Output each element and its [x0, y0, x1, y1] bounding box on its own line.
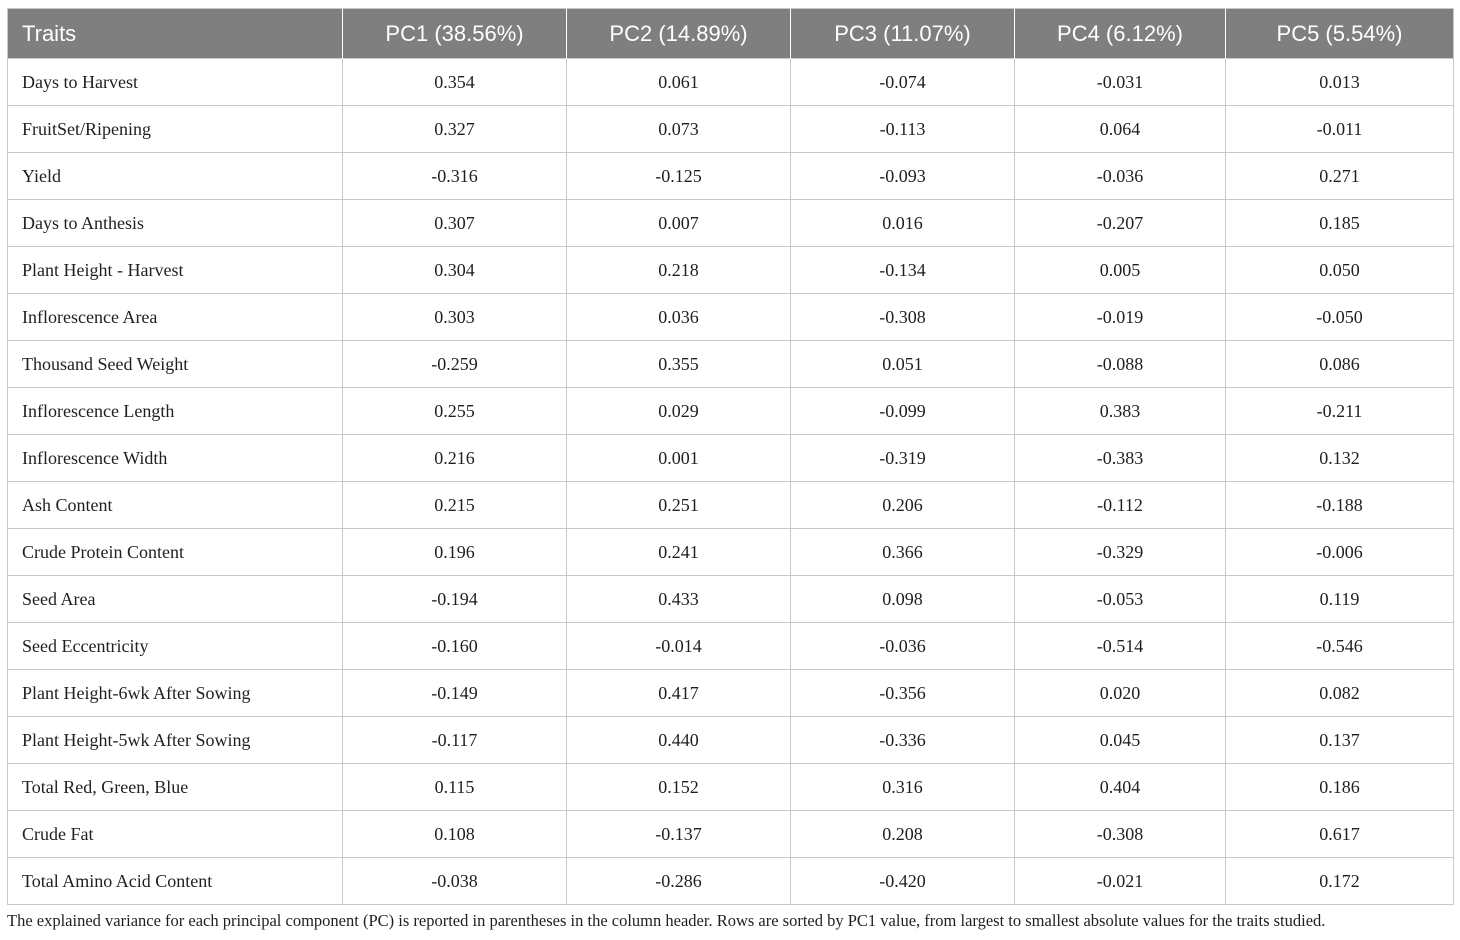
loading-value-cell-pc5: 0.119	[1226, 576, 1454, 623]
trait-name-cell: Total Amino Acid Content	[8, 858, 343, 905]
trait-name-cell: Total Red, Green, Blue	[8, 764, 343, 811]
loading-value-cell-pc1: 0.327	[343, 106, 567, 153]
loading-value-cell-pc5: 0.271	[1226, 153, 1454, 200]
loading-value-cell-pc1: -0.316	[343, 153, 567, 200]
loading-value-cell-pc4: -0.112	[1015, 482, 1226, 529]
loading-value-cell-pc4: -0.207	[1015, 200, 1226, 247]
loading-value-cell-pc1: 0.108	[343, 811, 567, 858]
trait-name-cell: FruitSet/Ripening	[8, 106, 343, 153]
loading-value-cell-pc1: -0.194	[343, 576, 567, 623]
trait-name-cell: Seed Area	[8, 576, 343, 623]
table-row	[8, 764, 1454, 811]
loading-value-cell-pc2: 0.355	[567, 341, 791, 388]
loading-value-cell-pc2: 0.073	[567, 106, 791, 153]
loading-value-cell-pc4: 0.005	[1015, 247, 1226, 294]
loading-value-cell-pc2: -0.125	[567, 153, 791, 200]
column-header-pc1: PC1 (38.56%)	[343, 9, 567, 59]
loading-value-cell-pc3: -0.113	[791, 106, 1015, 153]
loading-value-cell-pc1: -0.160	[343, 623, 567, 670]
loading-value-cell-pc5: 0.137	[1226, 717, 1454, 764]
loading-value-cell-pc1: 0.216	[343, 435, 567, 482]
table-row	[8, 811, 1454, 858]
loading-value-cell-pc2: -0.014	[567, 623, 791, 670]
table-row	[8, 482, 1454, 529]
loading-value-cell-pc4: -0.053	[1015, 576, 1226, 623]
loading-value-cell-pc3: -0.308	[791, 294, 1015, 341]
loading-value-cell-pc5: -0.546	[1226, 623, 1454, 670]
table-body	[8, 59, 1454, 905]
table-row	[8, 247, 1454, 294]
loading-value-cell-pc5: -0.211	[1226, 388, 1454, 435]
trait-name-cell: Plant Height - Harvest	[8, 247, 343, 294]
loading-value-cell-pc4: -0.031	[1015, 59, 1226, 106]
loading-value-cell-pc2: 0.251	[567, 482, 791, 529]
loading-value-cell-pc3: -0.336	[791, 717, 1015, 764]
loading-value-cell-pc5: 0.082	[1226, 670, 1454, 717]
loading-value-cell-pc2: 0.029	[567, 388, 791, 435]
loading-value-cell-pc2: 0.417	[567, 670, 791, 717]
table-row	[8, 294, 1454, 341]
table-row	[8, 106, 1454, 153]
loading-value-cell-pc5: 0.086	[1226, 341, 1454, 388]
loading-value-cell-pc3: 0.208	[791, 811, 1015, 858]
loading-value-cell-pc3: 0.206	[791, 482, 1015, 529]
table-header-row	[8, 9, 1454, 59]
trait-name-cell: Ash Content	[8, 482, 343, 529]
loading-value-cell-pc1: 0.255	[343, 388, 567, 435]
loading-value-cell-pc4: -0.308	[1015, 811, 1226, 858]
loading-value-cell-pc2: 0.001	[567, 435, 791, 482]
loading-value-cell-pc4: 0.045	[1015, 717, 1226, 764]
table-row	[8, 435, 1454, 482]
table-row	[8, 200, 1454, 247]
pca-loadings-table	[7, 8, 1454, 905]
trait-name-cell: Crude Fat	[8, 811, 343, 858]
loading-value-cell-pc5: 0.186	[1226, 764, 1454, 811]
column-header-pc3: PC3 (11.07%)	[791, 9, 1015, 59]
column-header-pc4: PC4 (6.12%)	[1015, 9, 1226, 59]
loading-value-cell-pc2: 0.241	[567, 529, 791, 576]
loading-value-cell-pc4: 0.404	[1015, 764, 1226, 811]
loading-value-cell-pc2: 0.440	[567, 717, 791, 764]
loading-value-cell-pc4: -0.088	[1015, 341, 1226, 388]
loading-value-cell-pc1: 0.304	[343, 247, 567, 294]
table-row	[8, 59, 1454, 106]
trait-name-cell: Plant Height-6wk After Sowing	[8, 670, 343, 717]
loading-value-cell-pc2: 0.218	[567, 247, 791, 294]
loading-value-cell-pc4: -0.514	[1015, 623, 1226, 670]
loading-value-cell-pc5: -0.188	[1226, 482, 1454, 529]
trait-name-cell: Inflorescence Area	[8, 294, 343, 341]
trait-name-cell: Yield	[8, 153, 343, 200]
table-row	[8, 670, 1454, 717]
loading-value-cell-pc3: 0.016	[791, 200, 1015, 247]
column-header-pc5: PC5 (5.54%)	[1226, 9, 1454, 59]
table-row	[8, 576, 1454, 623]
loading-value-cell-pc3: -0.093	[791, 153, 1015, 200]
trait-name-cell: Plant Height-5wk After Sowing	[8, 717, 343, 764]
loading-value-cell-pc2: 0.152	[567, 764, 791, 811]
column-header-pc2: PC2 (14.89%)	[567, 9, 791, 59]
loading-value-cell-pc3: -0.356	[791, 670, 1015, 717]
table-row	[8, 529, 1454, 576]
loading-value-cell-pc4: 0.064	[1015, 106, 1226, 153]
loading-value-cell-pc1: -0.038	[343, 858, 567, 905]
loading-value-cell-pc3: 0.366	[791, 529, 1015, 576]
loading-value-cell-pc3: -0.099	[791, 388, 1015, 435]
table-row	[8, 858, 1454, 905]
loading-value-cell-pc5: -0.006	[1226, 529, 1454, 576]
loading-value-cell-pc4: 0.020	[1015, 670, 1226, 717]
loading-value-cell-pc1: -0.149	[343, 670, 567, 717]
loading-value-cell-pc1: -0.259	[343, 341, 567, 388]
loading-value-cell-pc2: 0.036	[567, 294, 791, 341]
trait-name-cell: Days to Anthesis	[8, 200, 343, 247]
loading-value-cell-pc4: 0.383	[1015, 388, 1226, 435]
trait-name-cell: Inflorescence Length	[8, 388, 343, 435]
loading-value-cell-pc2: -0.137	[567, 811, 791, 858]
loading-value-cell-pc3: -0.420	[791, 858, 1015, 905]
loading-value-cell-pc4: -0.036	[1015, 153, 1226, 200]
loading-value-cell-pc2: 0.433	[567, 576, 791, 623]
trait-name-cell: Thousand Seed Weight	[8, 341, 343, 388]
loading-value-cell-pc2: -0.286	[567, 858, 791, 905]
loading-value-cell-pc3: -0.319	[791, 435, 1015, 482]
table-footnote: The explained variance for each principal component (PC) is reported in parentheses in the column header. Rows are sorted by PC1 value, from largest to smallest absolute values for the traits studied.	[7, 911, 1326, 930]
loading-value-cell-pc5: -0.011	[1226, 106, 1454, 153]
loading-value-cell-pc3: 0.098	[791, 576, 1015, 623]
loading-value-cell-pc5: 0.132	[1226, 435, 1454, 482]
loading-value-cell-pc4: -0.329	[1015, 529, 1226, 576]
pca-loadings-table-container	[7, 8, 1453, 905]
loading-value-cell-pc4: -0.019	[1015, 294, 1226, 341]
trait-name-cell: Crude Protein Content	[8, 529, 343, 576]
column-header-traits: Traits	[8, 9, 343, 59]
loading-value-cell-pc1: 0.115	[343, 764, 567, 811]
table-row	[8, 341, 1454, 388]
loading-value-cell-pc3: 0.051	[791, 341, 1015, 388]
trait-name-cell: Inflorescence Width	[8, 435, 343, 482]
loading-value-cell-pc3: -0.036	[791, 623, 1015, 670]
loading-value-cell-pc1: 0.307	[343, 200, 567, 247]
loading-value-cell-pc5: -0.050	[1226, 294, 1454, 341]
trait-name-cell: Days to Harvest	[8, 59, 343, 106]
table-row	[8, 623, 1454, 670]
loading-value-cell-pc1: 0.354	[343, 59, 567, 106]
loading-value-cell-pc5: 0.185	[1226, 200, 1454, 247]
table-row	[8, 388, 1454, 435]
loading-value-cell-pc3: -0.134	[791, 247, 1015, 294]
loading-value-cell-pc2: 0.007	[567, 200, 791, 247]
loading-value-cell-pc5: 0.050	[1226, 247, 1454, 294]
loading-value-cell-pc4: -0.021	[1015, 858, 1226, 905]
loading-value-cell-pc5: 0.013	[1226, 59, 1454, 106]
loading-value-cell-pc3: -0.074	[791, 59, 1015, 106]
trait-name-cell: Seed Eccentricity	[8, 623, 343, 670]
loading-value-cell-pc2: 0.061	[567, 59, 791, 106]
loading-value-cell-pc1: 0.303	[343, 294, 567, 341]
loading-value-cell-pc1: 0.215	[343, 482, 567, 529]
loading-value-cell-pc5: 0.172	[1226, 858, 1454, 905]
loading-value-cell-pc1: 0.196	[343, 529, 567, 576]
loading-value-cell-pc4: -0.383	[1015, 435, 1226, 482]
table-row	[8, 717, 1454, 764]
loading-value-cell-pc1: -0.117	[343, 717, 567, 764]
table-row	[8, 153, 1454, 200]
loading-value-cell-pc5: 0.617	[1226, 811, 1454, 858]
loading-value-cell-pc3: 0.316	[791, 764, 1015, 811]
